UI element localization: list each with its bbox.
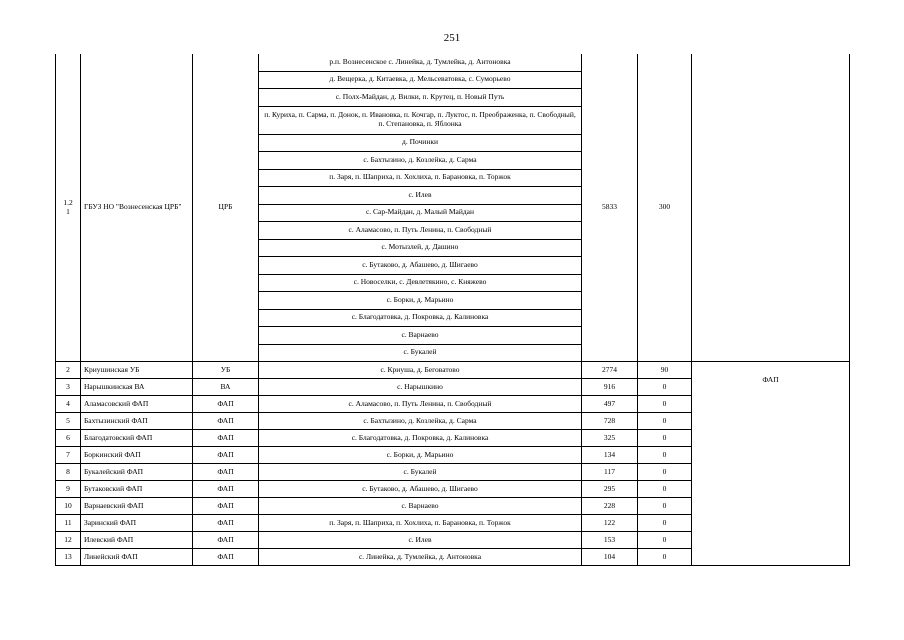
location-cell: п. Заря, п. Шаприха, п. Хохлиха, п. Барановка, п. Торжок (259, 169, 582, 187)
distance-cell: 0 (638, 498, 692, 515)
facility-type: ФАП (193, 532, 259, 549)
distance-cell: 0 (638, 447, 692, 464)
location-cell: с. Новоселки, с. Девлетякино, с. Княжево (259, 274, 582, 292)
facility-type: ФАП (193, 430, 259, 447)
location-cell: с. Борки, д. Марьино (259, 292, 582, 310)
location-cell: с. Илев (259, 187, 582, 205)
facility-name: Варнаевский ФАП (81, 498, 193, 515)
location-cell: с. Бахтызино, д. Козлейка, д. Сарма (259, 413, 582, 430)
population-cell: 104 (582, 549, 638, 566)
row-number: 11 (56, 515, 81, 532)
location-cell: с. Благодатовка, д. Покровка, д. Калиновка (259, 309, 582, 327)
facilities-table (55, 54, 850, 566)
table-row (56, 362, 850, 379)
population-cell: 916 (582, 379, 638, 396)
facility-type: ФАП (193, 464, 259, 481)
population-cell: 295 (582, 481, 638, 498)
population-cell: 153 (582, 532, 638, 549)
row-number: 2 (56, 362, 81, 379)
facility-name: Линейский ФАП (81, 549, 193, 566)
facility-name: Боркинский ФАП (81, 447, 193, 464)
facility-type: ФАП (193, 396, 259, 413)
location-cell: с. Варнаево (259, 327, 582, 345)
distance-cell: 0 (638, 430, 692, 447)
distance-cell: 0 (638, 515, 692, 532)
location-cell: с. Мотызлей, д. Дашино (259, 239, 582, 257)
facility-name: Бахтызинский ФАП (81, 413, 193, 430)
location-cell: с. Илев (259, 532, 582, 549)
facility-name: Заринский ФАП (81, 515, 193, 532)
facility-type: ФАП (193, 447, 259, 464)
facility-name: Букалейский ФАП (81, 464, 193, 481)
row-number: 6 (56, 430, 81, 447)
location-cell: с. Бутаково, д. Абашево, д. Шигаево (259, 481, 582, 498)
population-cell: 325 (582, 430, 638, 447)
population-cell: 2774 (582, 362, 638, 379)
location-cell: п. Заря, п. Шаприха, п. Хохлиха, п. Барановка, п. Торжок (259, 515, 582, 532)
facility-type: ФАП (193, 515, 259, 532)
facility-name: ГБУЗ НО "Вознесенская ЦРБ" (81, 54, 193, 362)
note-cell (692, 54, 850, 362)
facility-name: Аламасовский ФАП (81, 396, 193, 413)
location-cell: с. Варнаево (259, 498, 582, 515)
distance-cell: 90 (638, 362, 692, 379)
facility-name: Нарышкинская ВА (81, 379, 193, 396)
distance-cell: 0 (638, 481, 692, 498)
facility-type: УБ (193, 362, 259, 379)
location-cell: с. Букалей (259, 464, 582, 481)
row-number: 5 (56, 413, 81, 430)
location-cell: с. Букалей (259, 344, 582, 362)
location-cell: с. Бахтызино, д. Козлейка, д. Сарма (259, 152, 582, 170)
facility-name: Илевский ФАП (81, 532, 193, 549)
distance-cell: 300 (638, 54, 692, 362)
distance-cell: 0 (638, 464, 692, 481)
distance-cell: 0 (638, 532, 692, 549)
location-cell: д. Вещерка, д. Китаевка, д. Мельсеватовка, с. Суморьево (259, 71, 582, 89)
table-row (56, 54, 850, 71)
row-number: 4 (56, 396, 81, 413)
location-cell: с. Аламасово, п. Путь Ленина, п. Свободный (259, 222, 582, 240)
population-cell: 497 (582, 396, 638, 413)
facility-name: Криушинская УБ (81, 362, 193, 379)
row-number: 10 (56, 498, 81, 515)
population-cell: 134 (582, 447, 638, 464)
distance-cell: 0 (638, 413, 692, 430)
location-cell: с. Линейка, д. Тумлейка, д. Антоновка (259, 549, 582, 566)
population-cell: 117 (582, 464, 638, 481)
population-cell: 228 (582, 498, 638, 515)
location-cell: с. Криуша, д. Беговатово (259, 362, 582, 379)
row-number: 7 (56, 447, 81, 464)
distance-cell: 0 (638, 379, 692, 396)
facility-name: Бутаковский ФАП (81, 481, 193, 498)
row-number: 9 (56, 481, 81, 498)
location-cell: с. Борки, д. Марьино (259, 447, 582, 464)
population-cell: 122 (582, 515, 638, 532)
facility-type: ФАП (193, 549, 259, 566)
row-number: 1.2 1 (56, 54, 81, 362)
location-cell: с. Нарышкино (259, 379, 582, 396)
row-number: 3 (56, 379, 81, 396)
facility-type: ФАП (193, 481, 259, 498)
location-cell: с. Сар-Майдан, д. Малый Майдан (259, 204, 582, 222)
facility-name: Благодатовский ФАП (81, 430, 193, 447)
facility-type: ВА (193, 379, 259, 396)
note-cell: ФАП (692, 362, 850, 566)
facility-type: ФАП (193, 413, 259, 430)
row-number: 13 (56, 549, 81, 566)
distance-cell: 0 (638, 549, 692, 566)
distance-cell: 0 (638, 396, 692, 413)
page-number: 251 (443, 32, 461, 44)
location-cell: с. Благодатовка, д. Покровка, д. Калиновка (259, 430, 582, 447)
row-number: 8 (56, 464, 81, 481)
population-cell: 728 (582, 413, 638, 430)
location-cell: п. Куриха, п. Сарма, п. Донок, п. Ивановка, п. Кочгар, п. Луктос, п. Преображенка, п. Свободный, п. Степановка, п. Яблонка (259, 106, 582, 134)
location-cell: д. Починки (259, 134, 582, 152)
population-cell: 5833 (582, 54, 638, 362)
location-cell: с. Полх-Майдан, д. Вилки, п. Крутец, п. Новый Путь (259, 89, 582, 107)
location-cell: с. Аламасово, п. Путь Ленина, п. Свободный (259, 396, 582, 413)
facility-type: ФАП (193, 498, 259, 515)
row-number: 12 (56, 532, 81, 549)
location-cell: р.п. Вознесенское с. Линейка, д. Тумлейка, д. Антоновка (259, 54, 582, 71)
facility-type: ЦРБ (193, 54, 259, 362)
location-cell: с. Бутаково, д. Абашево, д. Шигаево (259, 257, 582, 275)
